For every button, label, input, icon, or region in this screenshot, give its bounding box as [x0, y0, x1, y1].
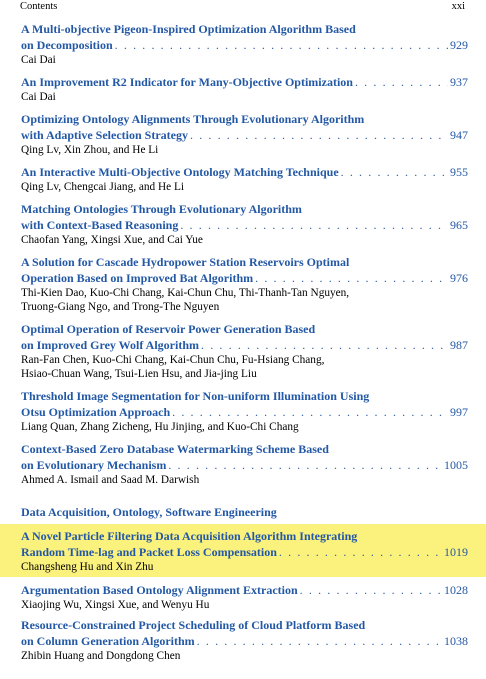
entry-authors: Qing Lv, Xin Zhou, and He Li: [21, 144, 159, 156]
entry-title-line: Argumentation Based Ontology Alignment Extraction: [21, 583, 298, 597]
entry-authors: Cai Dai: [21, 91, 56, 103]
entry-title[interactable]: [21, 74, 468, 90]
entry-authors: Changsheng Hu and Xin Zhu: [21, 561, 154, 573]
entry-page-number: 929: [450, 38, 468, 52]
entry-title-line: An Interactive Multi-Objective Ontology Matching Technique: [21, 165, 339, 179]
entry-title-line: A Novel Particle Filtering Data Acquisition Algorithm Integrating: [21, 529, 358, 543]
dot-leader: [279, 544, 442, 560]
toc-content: [0, 14, 486, 663]
toc-entry[interactable]: [0, 612, 486, 663]
entry-title-line: Operation Based on Improved Bat Algorithm: [21, 271, 254, 285]
entry-page-number: 1038: [444, 634, 468, 648]
entry-title-line: Random Time-lag and Packet Loss Compensation: [21, 545, 277, 559]
entry-authors: Truong-Giang Ngo, and Trong-The Nguyen: [21, 301, 220, 313]
entry-title[interactable]: [21, 21, 468, 53]
entry-page-number: 997: [450, 405, 468, 419]
entry-page-number: 987: [450, 338, 468, 352]
entry-authors: Qing Lv, Chengcai Jiang, and He Li: [21, 181, 185, 193]
entry-authors: Zhibin Huang and Dongdong Chen: [21, 650, 181, 662]
entry-authors: Thi-Kien Dao, Kuo-Chi Chang, Kai-Chun Chu, Thi-Thanh-Tan Nguyen,: [21, 287, 350, 299]
section-heading: Data Acquisition, Ontology, Software Engineering: [21, 505, 277, 519]
toc-entry[interactable]: [0, 314, 486, 381]
toc-entry[interactable]: [0, 577, 486, 612]
toc-entry[interactable]: [0, 194, 486, 247]
entry-title[interactable]: [21, 254, 468, 286]
entry-title[interactable]: [21, 441, 468, 473]
dot-leader: [255, 270, 448, 286]
dot-leader: [115, 37, 448, 53]
toc-entry[interactable]: [0, 381, 486, 434]
entry-title-line: Context-Based Zero Database Watermarking Scheme Based: [21, 442, 329, 456]
entry-authors: Chaofan Yang, Xingsi Xue, and Cai Yue: [21, 234, 203, 246]
entry-title-line: with Context-Based Reasoning: [21, 218, 179, 232]
toc-list-top: [0, 14, 486, 487]
entry-title-line: Optimizing Ontology Alignments Through Evolutionary Algorithm: [21, 112, 365, 126]
dot-leader: [180, 217, 448, 233]
entry-title-line: on Column Generation Algorithm: [21, 634, 195, 648]
entry-title-line: An Improvement R2 Indicator for Many-Objective Optimization: [21, 75, 353, 89]
entry-page-number: 965: [450, 218, 468, 232]
entry-title[interactable]: [21, 201, 468, 233]
entry-authors: Ahmed A. Ismail and Saad M. Darwish: [21, 474, 200, 486]
entry-title[interactable]: [21, 582, 468, 598]
entry-authors: Cai Dai: [21, 54, 56, 66]
entry-authors: Liang Quan, Zhang Zicheng, Hu Jinjing, and Kuo-Chi Chang: [21, 421, 299, 433]
entry-page-number: 947: [450, 128, 468, 142]
toc-entry[interactable]: [0, 247, 486, 314]
entry-title-line: with Adaptive Selection Strategy: [21, 128, 188, 142]
dot-leader: [168, 457, 442, 473]
dot-leader: [300, 582, 442, 598]
entry-title[interactable]: [21, 617, 468, 649]
entry-title[interactable]: [21, 164, 468, 180]
entry-title-line: Threshold Image Segmentation for Non-uniform Illumination Using: [21, 389, 370, 403]
entry-page-number: 1005: [444, 458, 468, 472]
entry-page-number: 1019: [444, 545, 468, 559]
entry-title-line: Otsu Optimization Approach: [21, 405, 171, 419]
entry-authors: Ran-Fan Chen, Kuo-Chi Chang, Kai-Chun Chu, Fu-Hsiang Chang,: [21, 354, 325, 366]
entry-title[interactable]: [21, 528, 468, 560]
dot-leader: [190, 127, 448, 143]
entry-title-line: Optimal Operation of Reservoir Power Generation Based: [21, 322, 316, 336]
entry-title[interactable]: [21, 111, 468, 143]
toc-entry[interactable]: [0, 104, 486, 157]
toc-list-bottom: [0, 524, 486, 663]
page-number: xxi: [451, 1, 465, 12]
entry-title-line: on Improved Grey Wolf Algorithm: [21, 338, 200, 352]
entry-title[interactable]: [21, 388, 468, 420]
dot-leader: [341, 164, 448, 180]
entry-page-number: 1028: [444, 583, 468, 597]
dot-leader: [355, 74, 448, 90]
dot-leader: [197, 633, 442, 649]
entry-page-number: 976: [450, 271, 468, 285]
entry-title-line: A Multi-objective Pigeon-Inspired Optimization Algorithm Based: [21, 22, 356, 36]
entry-page-number: 937: [450, 75, 468, 89]
dot-leader: [172, 404, 448, 420]
dot-leader: [201, 337, 448, 353]
running-head: Contents: [20, 1, 58, 12]
entry-title-line: on Evolutionary Mechanism: [21, 458, 167, 472]
entry-title-line: A Solution for Cascade Hydropower Station Reservoirs Optimal: [21, 255, 350, 269]
entry-page-number: 955: [450, 165, 468, 179]
toc-entry[interactable]: [0, 434, 486, 487]
entry-title[interactable]: [21, 321, 468, 353]
toc-entry[interactable]: [0, 67, 486, 104]
entry-title-line: Resource-Constrained Project Scheduling of Cloud Platform Based: [21, 618, 366, 632]
entry-title-line: Matching Ontologies Through Evolutionary Algorithm: [21, 202, 302, 216]
entry-title-line: on Decomposition: [21, 38, 113, 52]
entry-authors: Xiaojing Wu, Xingsi Xue, and Wenyu Hu: [21, 599, 210, 611]
toc-entry[interactable]: [0, 157, 486, 194]
toc-entry[interactable]: [0, 524, 486, 577]
entry-authors: Hsiao-Chuan Wang, Tsui-Lien Hsu, and Jia-jing Liu: [21, 368, 257, 380]
toc-entry[interactable]: [0, 14, 486, 67]
